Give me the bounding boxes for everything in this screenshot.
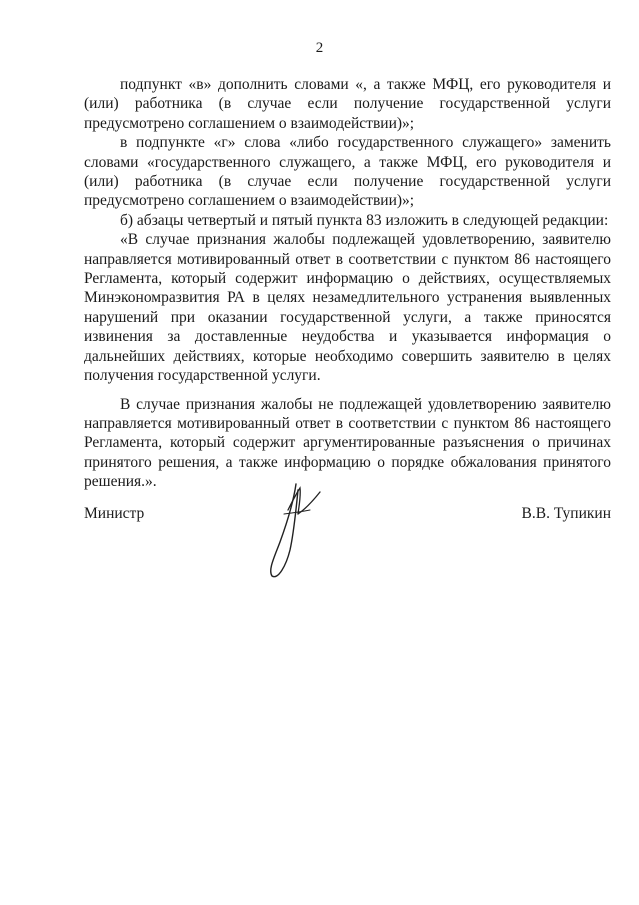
document-body — [84, 75, 611, 492]
paragraph-subpoint-v: подпункт «в» дополнить словами «, а также МФЦ, его руководителя и (или) работника (в случае если получение государственной услуги предусмотрено соглашением о взаимодействии)»; — [84, 76, 611, 132]
page-number: 2 — [315, 40, 324, 56]
signatory-role: Министр — [84, 505, 145, 522]
paragraph-subpoint-g: в подпункте «г» слова «либо государственного служащего» заменить словами «государственного служащего, а также МФЦ, его руководителя и (или) работника (в случае если получение государственной услуги предусмотрено соглашением о взаимодействии)»; — [84, 134, 611, 210]
signature-block — [84, 500, 611, 590]
handwritten-signature-icon — [254, 480, 334, 580]
paragraph-item-b: б) абзацы четвертый и пятый пункта 83 изложить в следующей редакции: — [120, 211, 609, 229]
paragraph-quoted-not-satisfied: В случае признания жалобы не подлежащей удовлетворению заявителю направляется мотивированный ответ в соответствии с пунктом 86 настоящего Регламента, который содержит аргументированные разъяснения о причинах принятого решения, а также информацию о порядке обжалования принятого решения.». — [84, 395, 611, 491]
signatory-name: В.В. Тупикин — [521, 505, 611, 522]
paragraph-quoted-satisfied: «В случае признания жалобы подлежащей удовлетворению, заявителю направляется мотивированный ответ в соответствии с пунктом 86 настоящего Регламента, который содержит информацию о действиях, осуществляемых Минэкономразвития РА в целях незамедлительного устранения выявленных нарушений при оказании государственной услуги, а также приносятся извинения за доставленные неудобства и указывается информация о дальнейших действиях, которые необходимо совершить заявителю в целях получения государственной услуги. — [84, 231, 611, 385]
